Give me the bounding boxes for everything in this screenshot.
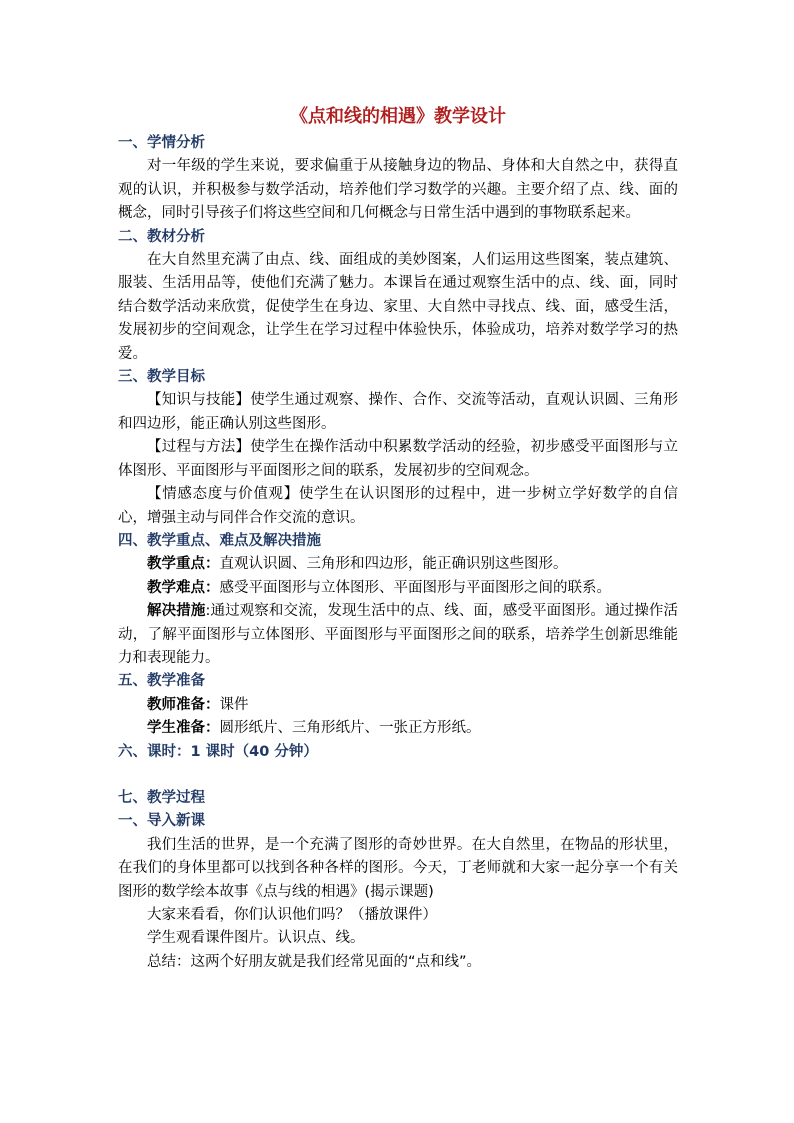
solution-label: 解决措施 bbox=[147, 603, 206, 620]
difficulty-line bbox=[118, 577, 678, 600]
goal-knowledge-skills: 【知识与技能】使学生通过观察、操作、合作、交流等活动，直观认识圆、三角形和四边形，能正确认别这些图形。 bbox=[118, 392, 678, 432]
student-prep-label: 学生准备： bbox=[147, 720, 220, 737]
blank-line bbox=[118, 764, 678, 787]
difficulty-text: 感受平面图形与立体图形、平面图形与平面图形之间的联系。 bbox=[219, 579, 611, 596]
process-line-question: 大家来看看，你们认识他们吗？（播放课件） bbox=[147, 907, 437, 923]
section-heading-preparation: 五、教学准备 bbox=[118, 673, 205, 690]
section-heading-teaching-goals: 三、教学目标 bbox=[118, 369, 205, 386]
section-heading-material-analysis: 二、教材分析 bbox=[118, 228, 205, 245]
process-line-watch: 学生观看课件图片。认识点、线。 bbox=[147, 930, 365, 947]
section-heading-key-points: 四、教学重点、难点及解决措施 bbox=[118, 532, 321, 549]
section-heading-class-hours: 六、课时：1 课时（40 分钟） bbox=[118, 743, 318, 760]
key-point-label: 教学重点： bbox=[147, 556, 220, 573]
student-prep-text: 圆形纸片、三角形纸片、一张正方形纸。 bbox=[219, 720, 481, 737]
difficulty-label: 教学难点： bbox=[147, 579, 220, 596]
process-line-summary: 总结：这两个好朋友就是我们经常见面的“点和线”。 bbox=[147, 953, 482, 970]
section-heading-student-analysis: 一、学情分析 bbox=[118, 135, 205, 151]
subheading-introduction: 一、导入新课 bbox=[118, 813, 205, 830]
material-analysis-paragraph: 在大自然里充满了由点、线、面组成的美妙图案，人们运用这些图案，装点建筑、服装、生活用品等，使他们充满了魅力。本课旨在通过观察生活中的点、线、面，同时结合数学活动来欣赏，促使学生在身边、家里、大自然中寻找点、线、面，感受生活，发展初步的空间观念，让学生在学习过程中体验快乐，体验成功，培养对数学学习的热爱。 bbox=[118, 252, 678, 362]
student-analysis-paragraph: 对一年级的学生来说，要求偏重于从接触身边的物品、身体和大自然之中，获得直观的认识，并积极参与数学活动，培养他们学习数学的兴趣。主要介绍了点、线、面的概念，同时引导孩子们将这些空间和几何概念与日常生活中遇到的事物联系起来。 bbox=[118, 158, 678, 222]
key-point-line bbox=[118, 553, 678, 576]
solution-paragraph bbox=[118, 600, 678, 670]
key-point-text: 直观认识圆、三角形和四边形，能正确识别这些图形。 bbox=[219, 556, 568, 573]
document-content bbox=[118, 104, 678, 974]
introduction-paragraph: 我们生活的世界，是一个充满了图形的奇妙世界。在大自然里，在物品的形状里，在我们的身体里都可以找到各种各样的图形。今天，丁老师就和大家一起分享一个有关图形的数学绘本故事《点与线的相遇》(揭示课题) bbox=[118, 836, 678, 900]
document-title: 《点和线的相遇》教学设计 bbox=[290, 106, 506, 127]
student-prep-line bbox=[118, 717, 678, 740]
teacher-prep-line bbox=[118, 694, 678, 717]
teacher-prep-label: 教师准备： bbox=[147, 696, 220, 713]
section-heading-teaching-process: 七、教学过程 bbox=[118, 789, 205, 806]
solution-text: :通过观察和交流，发现生活中的点、线、面，感受平面图形。通过操作活动，了解平面图形与立体图形、平面图形与平面图形之间的联系，培养学生创新思维能力和表现能力。 bbox=[118, 603, 679, 666]
teacher-prep-text: 课件 bbox=[219, 696, 249, 713]
goal-process-methods: 【过程与方法】使学生在操作活动中积累数学活动的经验，初步感受平面图形与立体图形、平面图形与平面图形之间的联系，发展初步的空间观念。 bbox=[118, 439, 678, 479]
goal-attitude-values: 【情感态度与价值观】使学生在认识图形的过程中，进一步树立学好数学的自信心，增强主动与同伴合作交流的意识。 bbox=[118, 486, 678, 526]
